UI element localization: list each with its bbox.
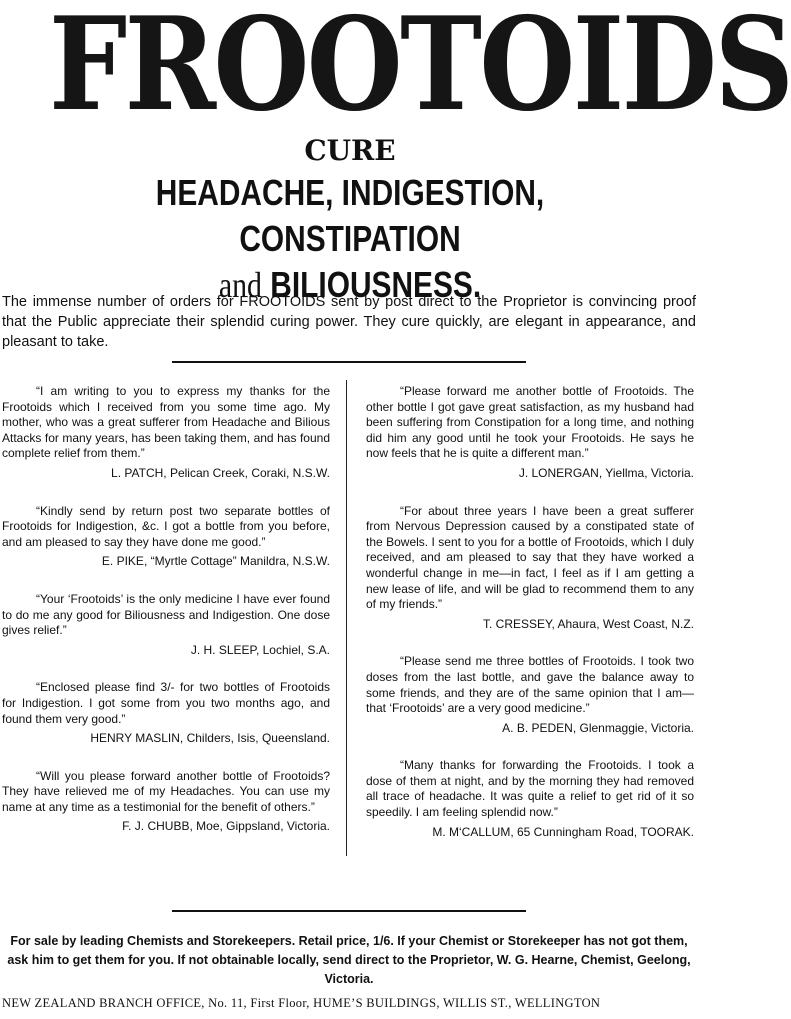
column-divider (346, 380, 347, 856)
testimonial-signature: L. PATCH, Pelican Creek, Coraki, N.S.W. (111, 465, 330, 480)
testimonial (2, 504, 330, 570)
testimonial (2, 769, 330, 835)
testimonial-quote: “I am writing to you to express my thanks for the Frootoids which I received from you some time ago. My mother, who was a great sufferer from Headache and Bilious Attacks for many years, has been taking them, and has found complete relief from them.” (2, 384, 330, 461)
testimonial-quote: “For about three years I have been a great sufferer from Nervous Depression caused by a constipated state of the Bowels. I sent to you for a bottle of Frootoids, which I duly received, and am pleased to say that they have worked a wonderful change in me—in fact, I feel as if I am getting a new lease of life, and will be glad to recommend them to any of my friends.” (366, 503, 694, 612)
intro-paragraph: The immense number of orders for FROOTOIDS sent by post direct to the Proprietor is convincing proof that the Public appreciate their splendid curing power. They cure quickly, are elegant in appearance, and pleasant to take. (2, 294, 696, 350)
testimonial-signature: J. H. SLEEP, Lochiel, S.A. (190, 642, 330, 657)
testimonial-quote: “Will you please forward another bottle of Frootoids? They have relieved me of my Headaches. You can use my name at any time as a testimonial for the benefit of others.” (2, 768, 330, 814)
testimonials-right-column (366, 384, 694, 862)
testimonial-signature: T. CRESSEY, Ahaura, West Coast, N.Z. (483, 616, 694, 631)
testimonial-signature: HENRY MASLIN, Childers, Isis, Queensland. (90, 731, 330, 746)
testimonial-quote: “Many thanks for forwarding the Frootoids. I took a dose of them at night, and by the morning they had removed all trace of headache. It was quite a relief to get rid of it so speedily. I am feeling splendid now.” (366, 758, 694, 820)
testimonial-quote: “Please forward me another bottle of Frootoids. The other bottle I got gave great satisfaction, as my husband had been suffering from Constipation for a long time, and nothing did him any good until he took your Frootoids. He says he now feels that he is quite a different man.” (366, 384, 694, 461)
testimonial-signature: E. PIKE, “Myrtle Cottage” Manildra, N.S.W. (101, 554, 330, 569)
ailments-and: and (218, 265, 262, 305)
testimonial (2, 592, 330, 658)
testimonial-signature: J. LONERGAN, Yiellma, Victoria. (518, 465, 694, 480)
top-divider (172, 361, 526, 363)
ailments-biliousness: BILIOUSNESS. (270, 264, 482, 305)
testimonial (366, 758, 694, 840)
testimonial-quote: “Enclosed please find 3/- for two bottles of Frootoids for Indigestion. I got some from you two months ago, and found them very good.” (2, 680, 330, 726)
testimonial (366, 384, 694, 482)
testimonial (2, 680, 330, 746)
testimonial-quote: “Please send me three bottles of Frootoids. I took two doses from the last bottle, and gave the balance away to some friends, and they are of the same opinion that I am—that ‘Frootoids’ are a very good medicine.” (366, 654, 694, 716)
testimonials-left-column (2, 384, 330, 857)
branch-office-line: NEW ZEALAND BRANCH OFFICE, No. 11, First Floor, HUME’S BUILDINGS, WILLIS ST., WELLINGTON (2, 996, 601, 1010)
retail-footer: For sale by leading Chemists and Storekeepers. Retail price, 1/6. If your Chemist or Storekeeper has not got them, ask him to get them for you. If not obtainable locally, send direct to the Proprietor, W. G. Hearne, Chemist, Geelong, Victoria. (7, 934, 691, 986)
testimonial-signature: F. J. CHUBB, Moe, Gippsland, Victoria. (122, 819, 330, 834)
brand-headline: FROOTOIDS (49, 0, 791, 140)
testimonial (2, 384, 330, 482)
testimonial-signature: M. M‘CALLUM, 65 Cunningham Road, TOORAK. (432, 824, 694, 839)
testimonial (366, 504, 694, 633)
testimonial-signature: A. B. PEDEN, Glenmaggie, Victoria. (502, 720, 694, 735)
testimonial-quote: “Your ‘Frootoids’ is the only medicine I have ever found to do me any good for Biliousness and Indigestion. One dose gives relief.” (2, 591, 330, 638)
ailments-line-1: HEADACHE, INDIGESTION, CONSTIPATION (155, 172, 545, 259)
testimonial (366, 654, 694, 736)
cure-heading: CURE (304, 134, 396, 167)
testimonial-quote: “Kindly send by return post two separate bottles of Frootoids for Indigestion, &c. I got a bottle from you before, and am pleased to say they have done me good.” (2, 503, 330, 549)
bottom-divider (172, 910, 526, 912)
ailments-heading (60, 170, 641, 308)
